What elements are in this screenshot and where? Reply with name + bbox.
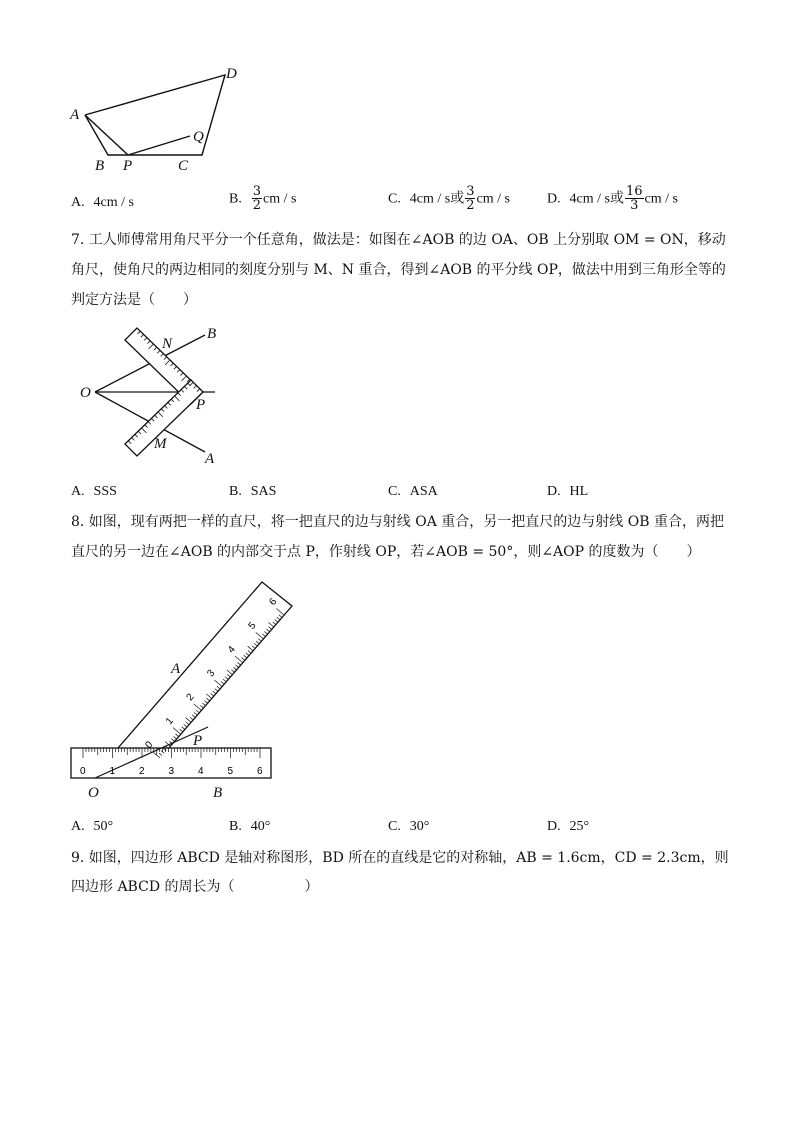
q8-line-1: 8. 如图，现有两把一样的直尺，将一把直尺的边与射线 OA 重合，另一把直尺的边与射线 OB 重合，两把: [71, 514, 724, 530]
ruler-number: 6: [257, 766, 263, 777]
q8-label-B: B: [213, 785, 223, 801]
q6-option-b: B. $\frac{3}{2}$ cm / s: [229, 184, 297, 213]
q8-option-d: D. 25°: [547, 819, 590, 834]
q6-label-B: B: [95, 158, 105, 174]
q6-label-P: P: [123, 158, 133, 174]
ruler-number: 2: [139, 766, 145, 777]
q8-label-P: P: [193, 733, 203, 749]
q7-label-B: B: [207, 326, 217, 342]
q8-option-b: B. 40°: [229, 819, 271, 834]
q6-label-C: C: [178, 158, 189, 174]
ruler-number: 0: [143, 739, 156, 751]
ruler-number: 5: [227, 766, 234, 777]
ruler-number: 5: [246, 620, 259, 632]
q6-label-Q: Q: [193, 129, 204, 145]
q7-option-c: C. ASA: [388, 484, 438, 499]
q7-line-3: 判定方法是（ ）: [71, 292, 197, 308]
ruler-number: 4: [198, 766, 204, 777]
ruler-number: 0: [80, 766, 86, 777]
q7-label-A: A: [205, 451, 215, 467]
q9-line-2: 四边形 ABCD 的周长为（ ）: [71, 879, 319, 895]
q8-option-c: C. 30°: [388, 819, 430, 834]
q9-line-1: 9. 如图，四边形 ABCD 是轴对称图形，BD 所在的直线是它的对称轴，AB = 1.6cm，CD = 2.3cm，则: [71, 850, 729, 866]
q6-option-d: D. 4cm / s或 $\frac{16}{3}$ cm / s: [547, 184, 678, 213]
ruler-number: 1: [109, 766, 116, 777]
q7-line-1: 7. 工人师傅常用角尺平分一个任意角，做法是：如图在∠AOB 的边 OA、OB 上分别取 OM = ON，移动: [71, 232, 726, 248]
q6-label-A: A: [70, 107, 80, 123]
q6-option-c: C. 4cm / s或 $\frac{3}{2}$ cm / s: [388, 184, 510, 213]
q8-label-O: O: [88, 785, 99, 801]
q6-option-a: A. 4cm / s: [71, 195, 134, 210]
q8-line-2: 直尺的另一边在∠AOB 的内部交于点 P，作射线 OP，若∠AOB = 50°，则∠AOP 的度数为（ ）: [71, 544, 701, 560]
ruler-number: 3: [205, 667, 218, 680]
q7-label-P: P: [196, 397, 206, 413]
ruler-number: 3: [168, 766, 175, 777]
q7-option-d: D. HL: [547, 484, 589, 499]
q7-option-a: A. SSS: [71, 484, 117, 499]
q7-label-M: M: [154, 436, 167, 452]
q6-label-D: D: [226, 66, 237, 82]
q8-option-a: A. 50°: [71, 819, 114, 834]
ruler-number: 6: [267, 596, 280, 608]
ruler-number: 4: [225, 644, 238, 656]
q7-label-O: O: [80, 385, 91, 401]
q7-label-N: N: [162, 336, 173, 352]
q7-option-b: B. SAS: [229, 484, 277, 499]
ruler-number: 2: [184, 691, 197, 704]
q8-label-A: A: [171, 661, 181, 677]
q7-line-2: 角尺，使角尺的两边相同的刻度分别与 M、N 重合，得到∠AOB 的平分线 OP，做法中用到三角形全等的: [71, 262, 726, 278]
ruler-number: 1: [163, 715, 176, 728]
